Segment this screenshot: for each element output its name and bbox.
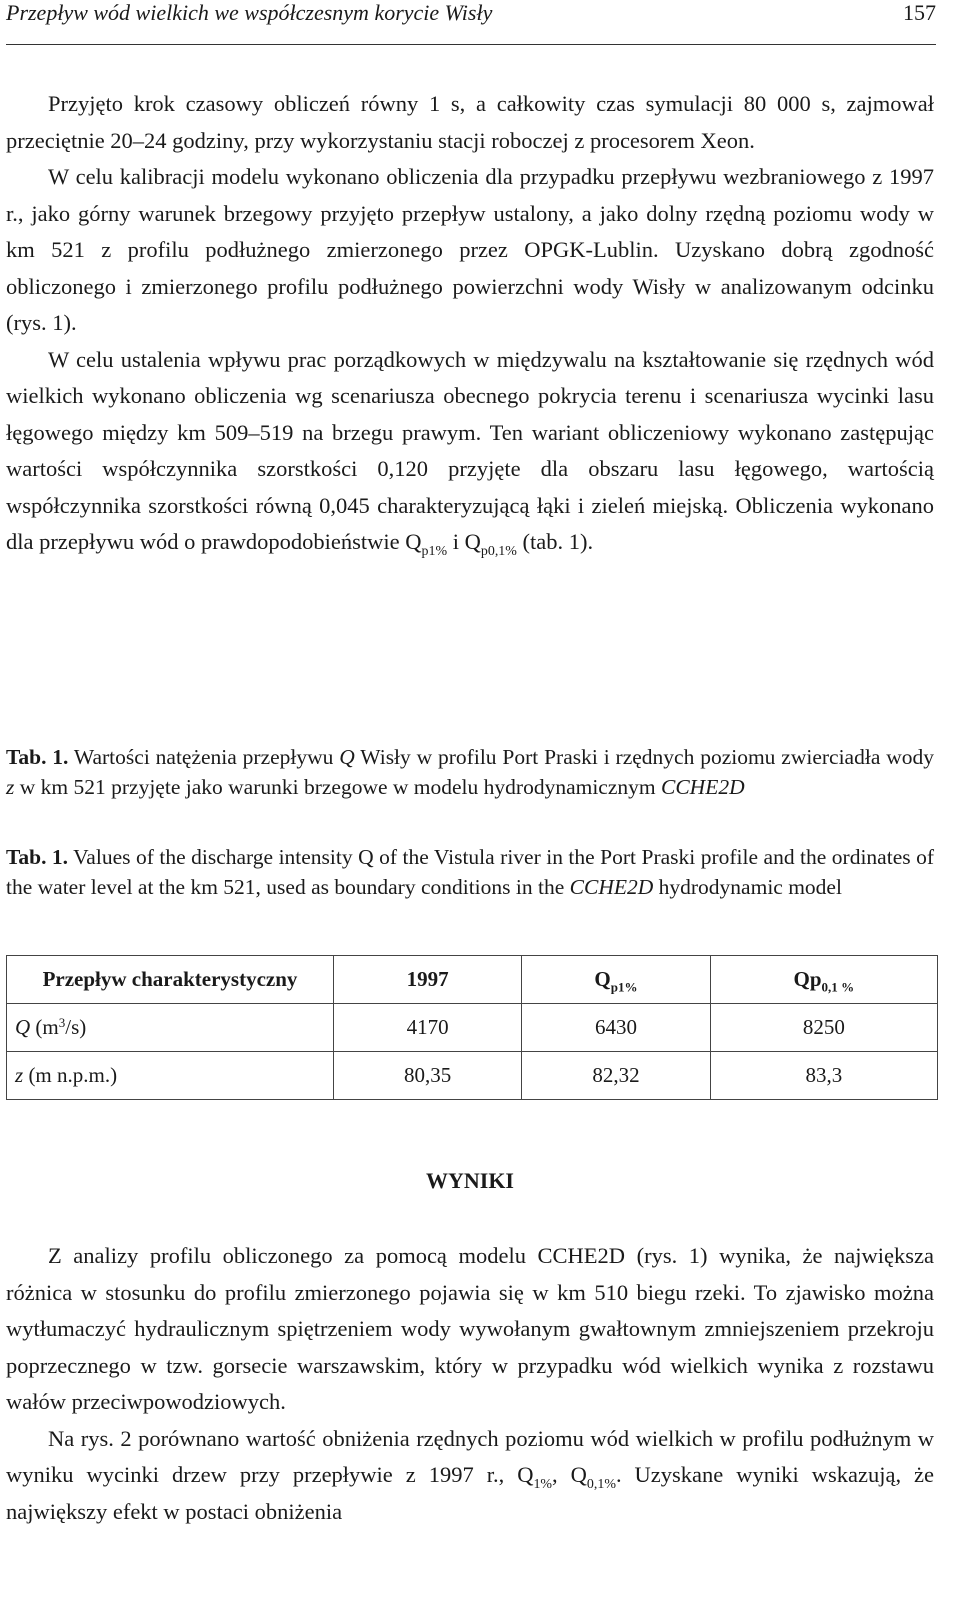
header-1997: 1997 [334,956,522,1004]
header-flow-type: Przepływ charakterystyczny [7,956,334,1004]
body-text-bottom [6,1238,934,1530]
table-row [7,1004,938,1052]
cell-value: 4170 [334,1004,522,1052]
header-qp01: $Qp_{0,1 \%}$ [710,956,937,1004]
paragraph-results: Z analizy profilu obliczonego za pomocą modelu CCHE2D (rys. 1) wynika, że największa różnica w stosunku do profilu zmierzonego pojawia się w km 510 biegu rzeki. To zjawisko można wytłumaczyć hydraulicznym spiętrzeniem wody wywołanym gwałtownym zmniejszeniem przekroju poprzecznego w tzw. gorsecie warszawskim, który w przypadku wód wielkich wynika z rozstawu wałów przeciwpowodziowych. [6,1243,934,1414]
table-row [7,1052,938,1100]
table-caption-english: Tab. 1. Values of the discharge intensity Q of the Vistula river in the Port Praski profile and the ordinates of the water level at the km 521, used as boundary conditions in the CCHE2D hydrodynamic model [6,845,935,899]
caption-label: Tab. 1. [6,745,69,769]
cell-value: 83,3 [710,1052,937,1100]
running-title: Przepływ wód wielkich we współczesnym korycie Wisły [6,0,493,25]
cell-value: 8250 [710,1004,937,1052]
cell-value: 80,35 [334,1052,522,1100]
boundary-conditions-table [6,955,938,1100]
caption-label: Tab. 1. [6,845,69,869]
table-header-row [7,956,938,1004]
page-number: 157 [903,0,936,25]
page-header [6,0,936,45]
paragraph-time-step: Przyjęto krok czasowy obliczeń równy 1 s, a całkowity czas symulacji 80 000 s, zajmował przeciętnie 20–24 godziny, przy wykorzystaniu stacji roboczej z procesorem Xeon. [6,91,934,153]
cell-value: 6430 [522,1004,710,1052]
paragraph-calibration: W celu kalibracji modelu wykonano obliczenia dla przypadku przepływu wezbraniowego z 1997 r., jako górny warunek brzegowy przyjęto przepływ ustalony, a jako dolny rzędną poziomu wody w km 521 z profilu podłużnego zmierzonego przez OPGK-Lublin. Uzyskano dobrą zgodność obliczonego i zmierzonego profilu podłużnego powierzchni wody Wisły w analizowanym odcinku (rys. 1). [6,164,934,335]
cell-value: 82,32 [522,1052,710,1100]
body-text-top [6,86,934,561]
row-label-water-level: z (m n.p.m.) [7,1052,334,1100]
header-qp1: $Q_{p1\%}$ [522,956,710,1004]
paragraph-scenarios: W celu ustalenia wpływu prac porządkowych w międzywalu na kształtowanie się rzędnych wód wielkich wykonano obliczenia wg scenariusza obecnego pokrycia terenu i scenariusza wycinki lasu łęgowego między km 509–519 na brzegu prawym. Ten wariant obliczeniowy wykonano zastępując wartości współczynnika szorstkości 0,120 przyjęte dla obszaru lasu łęgowego, wartością współczynnika szorstkości równą 0,045 charakteryzującą łąki i zieleń miejską. Obliczenia wykonano dla przepływu wód o prawdopodobieństwie $Q_{p1\%}$ i $Q_{p0,1\%}$ (tab. 1). [6,346,934,559]
table-caption-polish: Tab. 1. Wartości natężenia przepływu Q Wisły w profilu Port Praski i rzędnych poziomu zwierciadła wody z w km 521 przyjęte jako warunki brzegowe w modelu hydrodynamicznym CCHE2D [6,745,934,799]
paragraph-comparison: Na rys. 2 porównano wartość obniżenia rzędnych poziomu wód wielkich w profilu podłużnym w wyniku wycinki drzew przy przepływie z 1997 r., $Q_{1\%}$, $Q_{0,1\%}$. Uzyskane wyniki wskazują, że największy efekt w postaci obniżenia [6,1425,935,1524]
row-label-discharge: Q $(m^3/s)$ [7,1004,334,1052]
section-heading-results: WYNIKI [425,1168,514,1193]
